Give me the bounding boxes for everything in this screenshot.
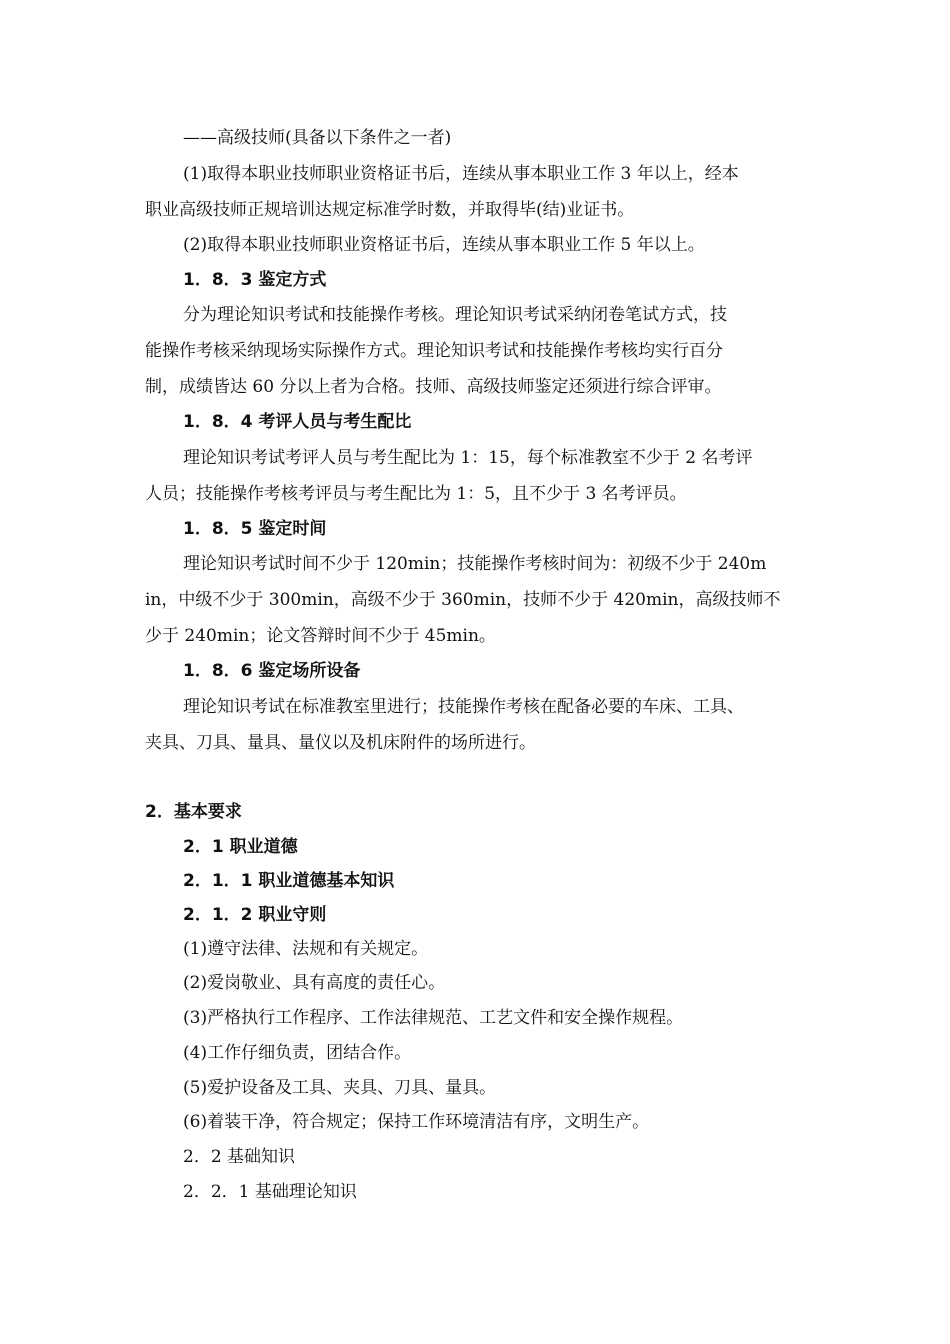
text-line: 人员；技能操作考核考评员与考生配比为 1：5，且不少于 3 名考评员。 bbox=[145, 484, 687, 504]
section-heading: 2．2．1 基础理论知识 bbox=[183, 1182, 357, 1202]
text-line: 理论知识考试时间不少于 120min；技能操作考核时间为：初级不少于 240m bbox=[183, 554, 767, 574]
text-line: 制，成绩皆达 60 分以上者为合格。技师、高级技师鉴定还须进行综合评审。 bbox=[145, 377, 722, 397]
text-line: 少于 240min；论文答辩时间不少于 45min。 bbox=[145, 626, 496, 646]
text-line: 理论知识考试考评人员与考生配比为 1：15，每个标准教室不少于 2 名考评 bbox=[183, 448, 753, 468]
section-heading: 2．1．1 职业道德基本知识 bbox=[183, 871, 395, 891]
text-line: (2)取得本职业技师职业资格证书后，连续从事本职业工作 5 年以上。 bbox=[183, 235, 705, 255]
section-heading: 1．8．4 考评人员与考生配比 bbox=[183, 412, 412, 432]
list-item: (4)工作仔细负责，团结合作。 bbox=[183, 1043, 412, 1063]
section-heading: 1．8．6 鉴定场所设备 bbox=[183, 661, 361, 681]
text-line: 理论知识考试在标准教室里进行；技能操作考核在配备必要的车床、工具、 bbox=[183, 697, 744, 717]
section-heading: 2．1 职业道德 bbox=[183, 837, 298, 857]
list-item: (5)爱护设备及工具、夹具、刀具、量具。 bbox=[183, 1078, 497, 1098]
list-item: (1)遵守法律、法规和有关规定。 bbox=[183, 939, 429, 959]
chapter-heading: 2．基本要求 bbox=[145, 802, 242, 822]
text-line: 夹具、刀具、量具、量仪以及机床附件的场所进行。 bbox=[145, 733, 536, 753]
section-heading: 1．8．3 鉴定方式 bbox=[183, 270, 327, 290]
list-item: (2)爱岗敬业、具有高度的责任心。 bbox=[183, 973, 446, 993]
list-item: (3)严格执行工作程序、工作法律规范、工艺文件和安全操作规程。 bbox=[183, 1008, 684, 1028]
text-line: ——高级技师(具备以下条件之一者) bbox=[183, 128, 452, 148]
section-heading: 2．2 基础知识 bbox=[183, 1147, 296, 1167]
text-line: 分为理论知识考试和技能操作考核。理论知识考试采纳闭卷笔试方式，技 bbox=[183, 305, 727, 325]
text-line: (1)取得本职业技师职业资格证书后，连续从事本职业工作 3 年以上，经本 bbox=[183, 164, 739, 184]
text-line: in，中级不少于 300min，高级不少于 360min，技师不少于 420min，高级技师不 bbox=[145, 590, 781, 610]
section-heading: 2．1．2 职业守则 bbox=[183, 905, 327, 925]
text-line: 职业高级技师正规培训达规定标准学时数，并取得毕(结)业证书。 bbox=[145, 200, 635, 220]
text-line: 能操作考核采纳现场实际操作方式。理论知识考试和技能操作考核均实行百分 bbox=[145, 341, 723, 361]
list-item: (6)着装干净，符合规定；保持工作环境清洁有序，文明生产。 bbox=[183, 1112, 650, 1132]
section-heading: 1．8．5 鉴定时间 bbox=[183, 519, 327, 539]
